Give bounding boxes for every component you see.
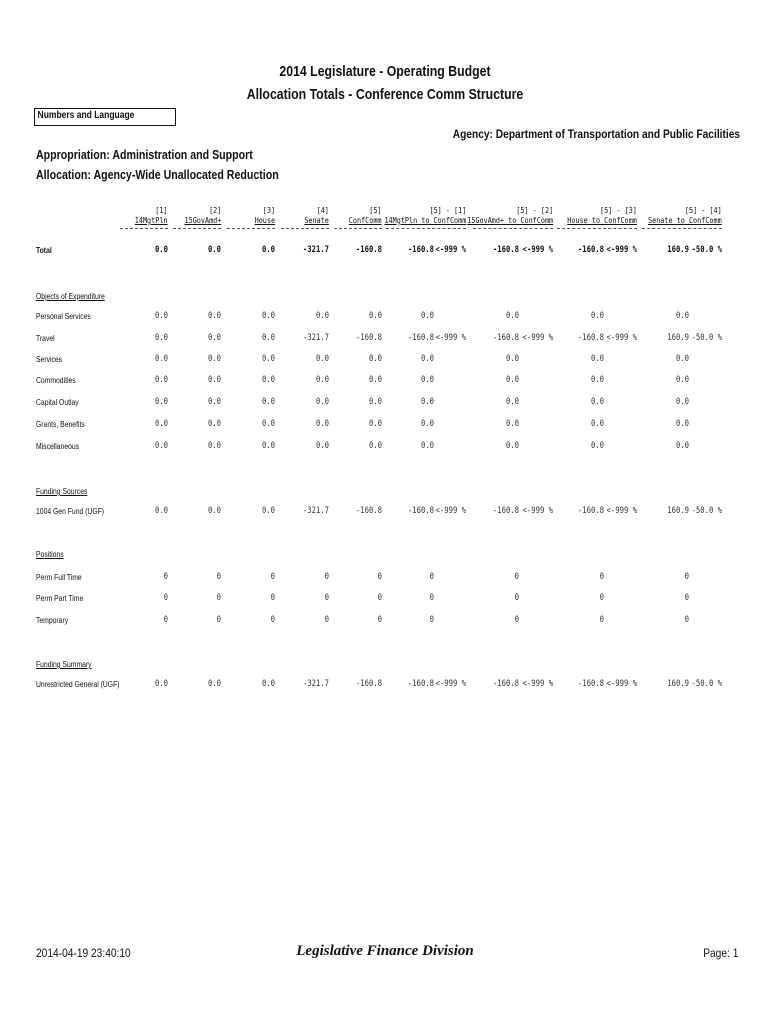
difference-cell: 0	[429, 615, 434, 625]
percent-cell: <-999 %	[435, 245, 466, 255]
difference-cell: 0	[599, 593, 604, 603]
difference-cell: 160.9	[667, 679, 689, 689]
difference-cell: 0	[514, 572, 519, 582]
row-label: Total	[36, 246, 52, 255]
percent-cell: <-999 %	[606, 333, 637, 343]
difference-cell: 0.0	[505, 311, 519, 321]
difference-cell: 0.0	[420, 375, 434, 385]
value-cell: 0.0	[154, 333, 168, 343]
percent-cell: <-999 %	[606, 679, 637, 689]
section-heading: Positions	[36, 550, 64, 559]
column-rule	[173, 228, 221, 229]
difference-cell: 0	[514, 593, 519, 603]
column-rule	[334, 228, 382, 229]
value-cell: 0.0	[207, 354, 221, 364]
percent-cell: <-999 %	[522, 679, 553, 689]
difference-cell: 0.0	[590, 397, 604, 407]
report-title: 2014 Legislature - Operating Budget	[279, 63, 491, 80]
difference-cell: 0.0	[675, 311, 689, 321]
value-cell: 0.0	[315, 311, 329, 321]
difference-cell: -160.8	[577, 333, 604, 343]
value-cell: 0	[270, 615, 275, 625]
section-heading: Funding Sources	[36, 487, 88, 496]
difference-cell: 0.0	[420, 354, 434, 364]
value-cell: 0.0	[368, 397, 382, 407]
value-cell: -160.8	[355, 245, 382, 255]
value-cell: 0	[377, 593, 382, 603]
row-label: Perm Full Time	[36, 573, 82, 582]
column-rule	[386, 228, 466, 229]
difference-cell: 0	[429, 572, 434, 582]
value-cell: 0.0	[207, 679, 221, 689]
column-name: 15GovAmd+ to ConfComm	[467, 216, 553, 225]
value-cell: 0	[324, 572, 329, 582]
row-label: Miscellaneous	[36, 442, 80, 451]
value-cell: 0.0	[261, 333, 275, 343]
value-cell: 0	[163, 572, 168, 582]
value-cell: -321.7	[302, 245, 329, 255]
value-cell: 0.0	[368, 419, 382, 429]
value-cell: 0.0	[368, 375, 382, 385]
column-name: Senate to ConfComm	[648, 216, 722, 225]
percent-cell: <-999 %	[435, 506, 466, 516]
value-cell: 0.0	[315, 441, 329, 451]
difference-cell: 0.0	[590, 419, 604, 429]
column-rule	[473, 228, 553, 229]
difference-cell: -160.8	[492, 679, 519, 689]
column-header	[384, 206, 466, 226]
difference-cell: -160.8	[577, 506, 604, 516]
difference-cell: 0.0	[590, 375, 604, 385]
difference-cell: 0.0	[675, 419, 689, 429]
difference-cell: -160.8	[407, 679, 434, 689]
footer-date: 2014-04-19 23:40:10	[36, 946, 131, 960]
difference-cell: -160.8	[577, 679, 604, 689]
value-cell: 0.0	[154, 506, 168, 516]
value-cell: 0.0	[261, 354, 275, 364]
percent-cell: <-999 %	[522, 506, 553, 516]
difference-cell: 160.9	[667, 506, 689, 516]
value-cell: 0.0	[207, 311, 221, 321]
difference-cell: 0.0	[590, 311, 604, 321]
value-cell: -160.8	[355, 333, 382, 343]
value-cell: 0	[324, 615, 329, 625]
difference-cell: 0.0	[505, 375, 519, 385]
section-heading: Funding Summary	[36, 660, 92, 669]
value-cell: -321.7	[302, 679, 329, 689]
value-cell: 0	[163, 615, 168, 625]
value-cell: 0	[377, 615, 382, 625]
difference-cell: 0.0	[505, 397, 519, 407]
agency-label: Agency: Department of Transportation and Public Facilities	[452, 127, 740, 141]
row-label: Perm Part Time	[36, 594, 84, 603]
row-label: Temporary	[36, 616, 69, 625]
value-cell: 0.0	[154, 311, 168, 321]
column-name: House	[254, 216, 275, 225]
difference-cell: 0	[684, 615, 689, 625]
column-number: [5] - [4]	[685, 206, 722, 215]
percent-cell: <-999 %	[606, 245, 637, 255]
value-cell: 0.0	[207, 441, 221, 451]
row-label: Travel	[36, 334, 55, 343]
value-cell: 0.0	[207, 397, 221, 407]
column-header	[255, 206, 275, 226]
difference-cell: 0	[599, 572, 604, 582]
row-label: Unrestricted General (UGF)	[36, 680, 120, 689]
value-cell: 0	[163, 593, 168, 603]
difference-cell: 0	[514, 615, 519, 625]
column-name: Senate	[304, 216, 329, 225]
value-cell: 0.0	[368, 354, 382, 364]
difference-cell: -160.8	[492, 506, 519, 516]
column-number: [3]	[262, 206, 275, 215]
column-number: [1]	[155, 206, 168, 215]
column-number: [5] - [3]	[600, 206, 637, 215]
difference-cell: -160.8	[407, 506, 434, 516]
value-cell: 0	[216, 572, 221, 582]
column-rule	[642, 228, 722, 229]
percent-cell: -50.0 %	[691, 245, 722, 255]
difference-cell: 160.9	[667, 333, 689, 343]
value-cell: 0.0	[368, 311, 382, 321]
value-cell: 0.0	[368, 441, 382, 451]
percent-cell: <-999 %	[435, 679, 466, 689]
value-cell: 0	[270, 572, 275, 582]
value-cell: 0.0	[261, 441, 275, 451]
value-cell: 0.0	[154, 354, 168, 364]
value-cell: 0.0	[154, 419, 168, 429]
column-rule	[227, 228, 275, 229]
value-cell: 0	[377, 572, 382, 582]
column-header	[135, 206, 168, 226]
footer-division: Legislative Finance Division	[296, 943, 474, 959]
difference-cell: 0.0	[675, 397, 689, 407]
row-label: Services	[36, 355, 63, 364]
difference-cell: -160.8	[577, 245, 604, 255]
column-name: 14MgtPln	[135, 216, 168, 225]
percent-cell: -50.0 %	[691, 679, 722, 689]
value-cell: 0.0	[154, 679, 168, 689]
column-header	[184, 206, 221, 226]
value-cell: -160.8	[355, 679, 382, 689]
difference-cell: 0	[599, 615, 604, 625]
column-number: [5] - [2]	[516, 206, 553, 215]
difference-cell: 0	[429, 593, 434, 603]
row-label: 1004 Gen Fund (UGF)	[36, 507, 105, 516]
row-label: Grants, Benefits	[36, 420, 85, 429]
column-name: ConfComm	[349, 216, 382, 225]
difference-cell: 0.0	[675, 441, 689, 451]
percent-cell: -50.0 %	[691, 333, 722, 343]
value-cell: 0	[216, 615, 221, 625]
value-cell: 0	[216, 593, 221, 603]
percent-cell: <-999 %	[522, 333, 553, 343]
value-cell: -321.7	[302, 506, 329, 516]
difference-cell: 0	[684, 572, 689, 582]
column-number: [5]	[369, 206, 382, 215]
difference-cell: 0.0	[590, 441, 604, 451]
section-heading: Objects of Expenditure	[36, 292, 105, 301]
difference-cell: -160.8	[407, 333, 434, 343]
column-number: [2]	[208, 206, 221, 215]
value-cell: 0.0	[207, 375, 221, 385]
column-header	[349, 206, 382, 226]
numbers-language-label: Numbers and Language	[37, 110, 135, 121]
difference-cell: 0.0	[590, 354, 604, 364]
value-cell: 0.0	[315, 375, 329, 385]
row-label: Capital Outlay	[36, 398, 79, 407]
column-rule	[281, 228, 329, 229]
difference-cell: 160.9	[667, 245, 689, 255]
difference-cell: 0.0	[675, 354, 689, 364]
row-label: Personal Services	[36, 312, 91, 321]
percent-cell: <-999 %	[606, 506, 637, 516]
percent-cell: <-999 %	[522, 245, 553, 255]
column-name: House to ConfComm	[567, 216, 637, 225]
difference-cell: -160.8	[492, 245, 519, 255]
difference-cell: 0.0	[675, 375, 689, 385]
value-cell: -321.7	[302, 333, 329, 343]
difference-cell: 0.0	[505, 419, 519, 429]
column-header	[467, 206, 553, 226]
column-rule	[557, 228, 637, 229]
difference-cell: -160.8	[492, 333, 519, 343]
column-name: 15GovAmd+	[184, 216, 221, 225]
percent-cell: <-999 %	[435, 333, 466, 343]
difference-cell: -160.8	[407, 245, 434, 255]
value-cell: 0.0	[261, 311, 275, 321]
value-cell: 0.0	[154, 375, 168, 385]
value-cell: 0.0	[261, 375, 275, 385]
value-cell: 0.0	[154, 441, 168, 451]
numbers-language-box	[34, 108, 176, 126]
value-cell: 0.0	[315, 419, 329, 429]
difference-cell: 0.0	[505, 441, 519, 451]
value-cell: -160.8	[355, 506, 382, 516]
difference-cell: 0.0	[420, 419, 434, 429]
value-cell: 0.0	[261, 506, 275, 516]
column-header	[304, 206, 329, 226]
difference-cell: 0	[684, 593, 689, 603]
value-cell: 0.0	[154, 397, 168, 407]
difference-cell: 0.0	[505, 354, 519, 364]
value-cell: 0.0	[154, 245, 168, 255]
value-cell: 0.0	[261, 679, 275, 689]
footer-page-number: Page: 1	[702, 946, 738, 960]
value-cell: 0.0	[261, 419, 275, 429]
value-cell: 0.0	[315, 354, 329, 364]
value-cell: 0.0	[261, 397, 275, 407]
difference-cell: 0.0	[420, 397, 434, 407]
value-cell: 0.0	[207, 245, 221, 255]
value-cell: 0.0	[207, 506, 221, 516]
value-cell: 0	[324, 593, 329, 603]
column-number: [5] - [1]	[429, 206, 466, 215]
allocation-label: Allocation: Agency-Wide Unallocated Reduction	[36, 168, 279, 182]
percent-cell: -50.0 %	[691, 506, 722, 516]
difference-cell: 0.0	[420, 441, 434, 451]
report-subtitle: Allocation Totals - Conference Comm Structure	[246, 86, 524, 103]
appropriation-label: Appropriation: Administration and Support	[36, 148, 253, 162]
column-header	[567, 206, 637, 226]
column-name: 14MgtPln to ConfComm	[384, 216, 466, 225]
difference-cell: 0.0	[420, 311, 434, 321]
value-cell: 0.0	[207, 333, 221, 343]
value-cell: 0.0	[261, 245, 275, 255]
column-header	[648, 206, 722, 226]
value-cell: 0	[270, 593, 275, 603]
value-cell: 0.0	[315, 397, 329, 407]
column-rule	[120, 228, 168, 229]
row-label: Commodities	[36, 376, 76, 385]
column-number: [4]	[316, 206, 329, 215]
value-cell: 0.0	[207, 419, 221, 429]
